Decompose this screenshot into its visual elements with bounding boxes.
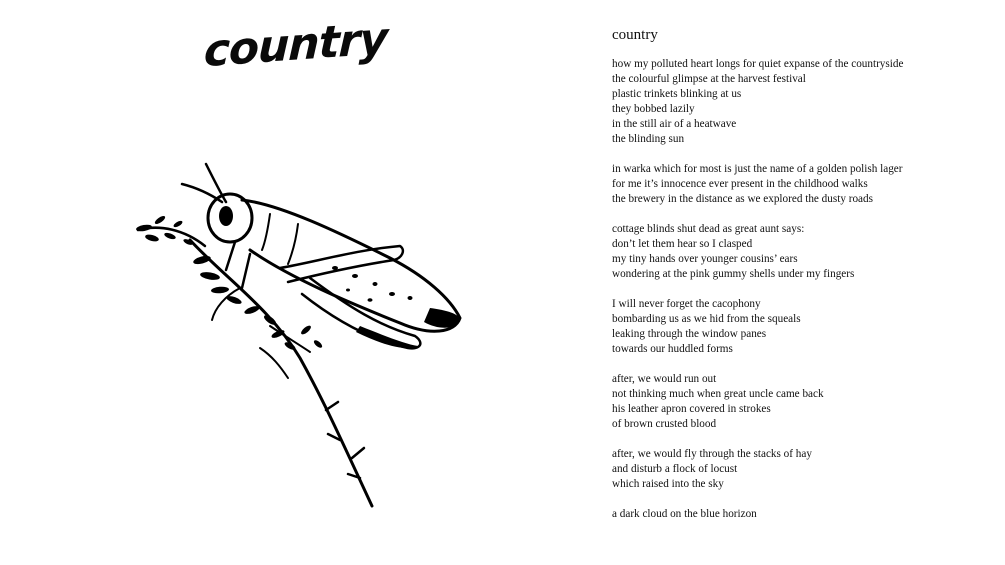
poem-line: which raised into the sky: [612, 478, 724, 490]
poem-line: a dark cloud on the blue horizon: [612, 508, 757, 520]
poem-line: my tiny hands over younger cousins’ ears: [612, 253, 798, 265]
poem-line: plastic trinkets blinking at us: [612, 88, 742, 100]
stanza-6: [612, 447, 997, 492]
poem-line: I will never forget the cacophony: [612, 298, 761, 310]
poem-line: in the still air of a heatwave: [612, 118, 737, 130]
stanza-3: [612, 222, 997, 282]
poem-line: his leather apron covered in strokes: [612, 403, 771, 415]
poem-line: how my polluted heart longs for quiet expanse of the countryside: [612, 58, 904, 70]
poem-line: towards our huddled forms: [612, 343, 733, 355]
poem-line: leaking through the window panes: [612, 328, 767, 340]
stanza-4: [612, 297, 997, 357]
grasshopper-icon: [130, 158, 470, 510]
brush-title: country: [203, 13, 388, 78]
poem-line: after, we would fly through the stacks of hay: [612, 448, 812, 460]
stanza-7: [612, 507, 997, 522]
poem-line: they bobbed lazily: [612, 103, 695, 115]
stanza-2: [612, 162, 997, 207]
poem-line: don’t let them hear so I clasped: [612, 238, 753, 250]
poem-title: country: [612, 27, 658, 43]
poem: [612, 25, 997, 537]
stanza-5: [612, 372, 997, 432]
poem-line: bombarding us as we hid from the squeals: [612, 313, 801, 325]
poem-line: not thinking much when great uncle came back: [612, 388, 824, 400]
poem-line: after, we would run out: [612, 373, 717, 385]
poem-line: the colourful glimpse at the harvest festival: [612, 73, 806, 85]
poem-line: in warka which for most is just the name of a golden polish lager: [612, 163, 903, 175]
poem-line: cottage blinds shut dead as great aunt says:: [612, 223, 805, 235]
poem-line: for me it’s innocence ever present in the childhood walks: [612, 178, 868, 190]
poem-line: and disturb a flock of locust: [612, 463, 738, 475]
poem-line: wondering at the pink gummy shells under my fingers: [612, 268, 855, 280]
poem-line: of brown crusted blood: [612, 418, 717, 430]
stanza-1: [612, 57, 997, 147]
poem-line: the blinding sun: [612, 133, 685, 145]
poem-line: the brewery in the distance as we explored the dusty roads: [612, 193, 873, 205]
